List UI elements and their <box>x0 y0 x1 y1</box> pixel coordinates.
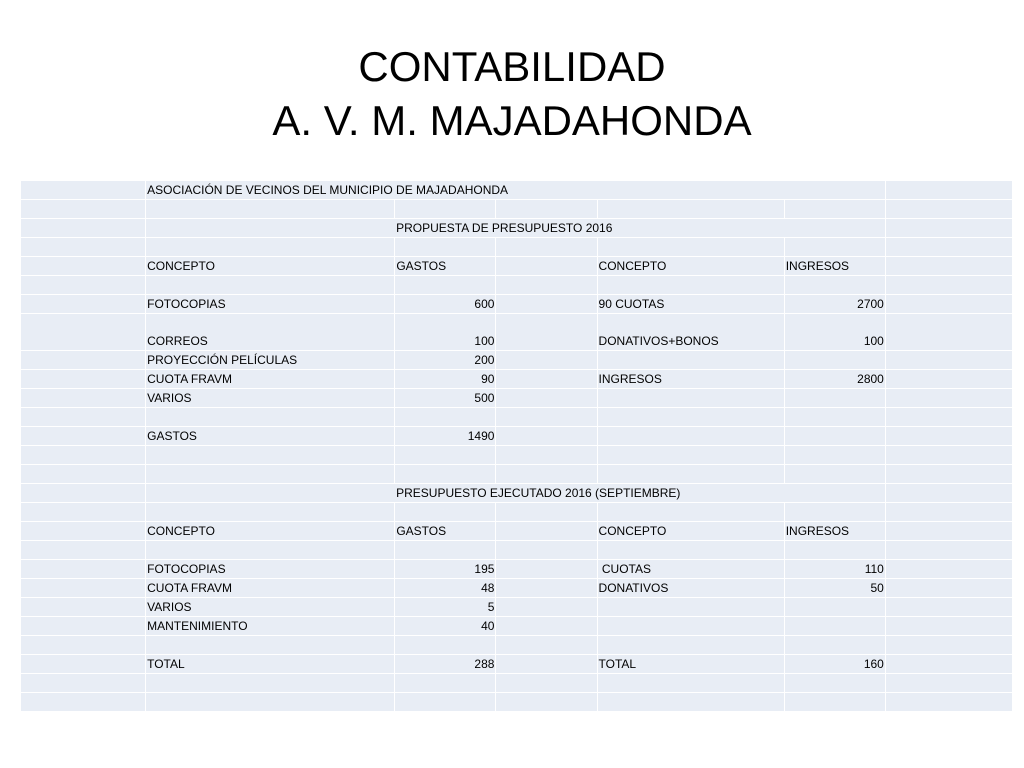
executed-heading: PRESUPUESTO EJECUTADO 2016 (SEPTIEMBRE) <box>146 484 885 502</box>
cell-concept-2 <box>598 389 784 407</box>
cell-concept: FOTOCOPIAS <box>146 560 394 578</box>
cell-concept-2 <box>598 617 784 635</box>
table-row <box>21 560 1012 578</box>
title-line-2: A. V. M. MAJADAHONDA <box>272 97 752 144</box>
budget-table <box>20 180 1013 712</box>
proposal-heading: PROPUESTA DE PRESUPUESTO 2016 <box>146 219 885 237</box>
association-name: ASOCIACIÓN DE VECINOS DEL MUNICIPIO DE MAJADAHONDA <box>146 181 885 199</box>
cell-concept-2: 90 CUOTAS <box>598 295 784 313</box>
cell-income <box>785 389 885 407</box>
cell-income: 110 <box>785 560 885 578</box>
col-header-expenses: GASTOS <box>395 257 495 275</box>
table-row <box>21 314 1012 350</box>
cell-expense: 600 <box>395 295 495 313</box>
table-row <box>21 693 1012 711</box>
cell-income: 2700 <box>785 295 885 313</box>
cell-concept: CUOTA FRAVM <box>146 579 394 597</box>
total-label: GASTOS <box>146 427 394 445</box>
total-expenses: 1490 <box>395 427 495 445</box>
total-income: 160 <box>785 655 885 673</box>
cell-concept-2 <box>598 351 784 369</box>
col-header-concept: CONCEPTO <box>146 257 394 275</box>
table-header-row <box>21 257 1012 275</box>
cell-concept-2 <box>598 598 784 616</box>
col-header-income: INGRESOS <box>785 257 885 275</box>
cell-concept: VARIOS <box>146 598 394 616</box>
table-row <box>21 636 1012 654</box>
table-row <box>21 465 1012 483</box>
table-row <box>21 200 1012 218</box>
cell-concept-2: INGRESOS <box>598 370 784 388</box>
table-total-row <box>21 655 1012 673</box>
cell-income: 100 <box>785 314 885 350</box>
total-label-2: TOTAL <box>598 655 784 673</box>
cell-concept-2: CUOTAS <box>598 560 784 578</box>
cell-expense: 90 <box>395 370 495 388</box>
cell-concept: FOTOCOPIAS <box>146 295 394 313</box>
table-row <box>21 617 1012 635</box>
table-row <box>21 446 1012 464</box>
cell-expense: 100 <box>395 314 495 350</box>
cell-income <box>785 598 885 616</box>
cell-concept: CORREOS <box>146 314 394 350</box>
total-expenses: 288 <box>395 655 495 673</box>
cell-expense: 500 <box>395 389 495 407</box>
cell-expense: 48 <box>395 579 495 597</box>
col-header-concept-2: CONCEPTO <box>598 257 784 275</box>
cell-concept-2: DONATIVOS <box>598 579 784 597</box>
cell-concept: MANTENIMIENTO <box>146 617 394 635</box>
cell-concept: CUOTA FRAVM <box>146 370 394 388</box>
table-row <box>21 541 1012 559</box>
table-row <box>21 181 1012 199</box>
cell-expense: 40 <box>395 617 495 635</box>
table-row <box>21 295 1012 313</box>
cell-income: 50 <box>785 579 885 597</box>
cell-income: 2800 <box>785 370 885 388</box>
slide-title <box>0 40 1024 148</box>
col-header-income: INGRESOS <box>785 522 885 540</box>
table-row <box>21 674 1012 692</box>
table-total-row <box>21 427 1012 445</box>
table-row <box>21 389 1012 407</box>
cell-concept: VARIOS <box>146 389 394 407</box>
cell-expense: 200 <box>395 351 495 369</box>
cell-concept-2: DONATIVOS+BONOS <box>598 314 784 350</box>
cell-expense: 195 <box>395 560 495 578</box>
title-line-1: CONTABILIDAD <box>358 43 666 90</box>
col-header-expenses: GASTOS <box>395 522 495 540</box>
table-row <box>21 370 1012 388</box>
col-header-concept: CONCEPTO <box>146 522 394 540</box>
cell-income <box>785 617 885 635</box>
table-row <box>21 238 1012 256</box>
table-row <box>21 276 1012 294</box>
table-row <box>21 408 1012 426</box>
table-row <box>21 503 1012 521</box>
table-row <box>21 219 1012 237</box>
table-row <box>21 579 1012 597</box>
total-label: TOTAL <box>146 655 394 673</box>
cell-expense: 5 <box>395 598 495 616</box>
cell-income <box>785 351 885 369</box>
table-row <box>21 484 1012 502</box>
cell-concept: PROYECCIÓN PELÍCULAS <box>146 351 394 369</box>
table-row <box>21 598 1012 616</box>
col-header-concept-2: CONCEPTO <box>598 522 784 540</box>
table-row <box>21 351 1012 369</box>
table-header-row <box>21 522 1012 540</box>
